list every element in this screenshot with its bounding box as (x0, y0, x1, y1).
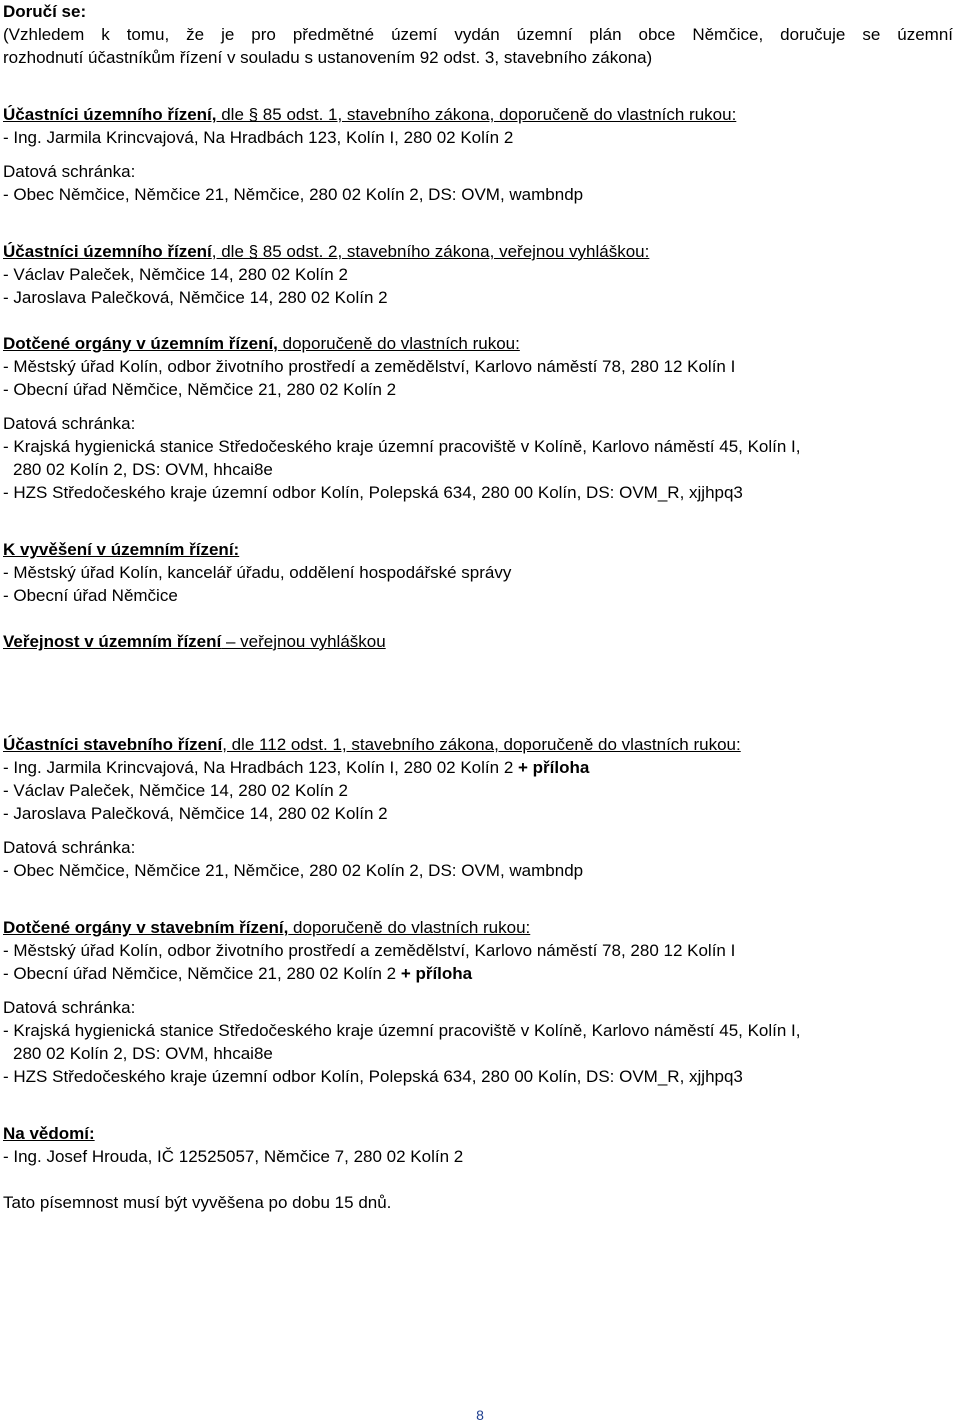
list-item: - Ing. Josef Hrouda, IČ 12525057, Němčice 7, 280 02 Kolín 2 (3, 1147, 464, 1166)
databox-label: Datová schránka: (3, 414, 136, 433)
page-number: 8 (476, 1407, 484, 1423)
section-3-heading-rest: doporučeně do vlastních rukou: (277, 334, 520, 353)
list-item: - Městský úřad Kolín, odbor životního prostředí a zemědělství, Karlovo náměstí 78, 280 12 Kolín I (3, 941, 736, 960)
list-item: - Městský úřad Kolín, odbor životního prostředí a zemědělství, Karlovo náměstí 78, 280 12 Kolín I (3, 357, 736, 376)
list-item: - Krajská hygienická stanice Středočeského kraje územní pracoviště v Kolíně, Karlovo náměstí 45, Kolín I, (3, 1021, 801, 1040)
section-7-heading (3, 916, 953, 939)
list-item: - Obec Němčice, Němčice 21, Němčice, 280 02 Kolín 2, DS: OVM, wambndp (3, 185, 584, 204)
section-6-heading-rest: , dle 112 odst. 1, stavebního zákona, doporučeně do vlastních rukou: (222, 735, 741, 754)
document-page (3, 0, 953, 1214)
section-5-heading-rest: – veřejnou vyhláškou (221, 632, 386, 651)
list-item: - HZS Středočeského kraje územní odbor Kolín, Polepská 634, 280 00 Kolín, DS: OVM_R, xjjhpq3 (3, 483, 743, 502)
section-1-heading-rest: dle § 85 odst. 1, stavebního zákona, doporučeně do vlastních rukou: (216, 105, 737, 124)
section-5-heading-bold: Veřejnost v územním řízení (3, 632, 222, 651)
databox-label: Datová schránka: (3, 838, 136, 857)
list-item: - Obec Němčice, Němčice 21, Němčice, 280 02 Kolín 2, DS: OVM, wambndp (3, 861, 584, 880)
section-2-heading-bold: Účastníci územního řízení (3, 242, 212, 261)
doc-heading: Doručí se: (3, 2, 87, 21)
section-6-heading-bold: Účastníci stavebního řízení (3, 735, 223, 754)
attachment-note: + příloha (513, 758, 590, 777)
list-item: - Městský úřad Kolín, kancelář úřadu, oddělení hospodářské správy (3, 563, 512, 582)
list-item: - Krajská hygienická stanice Středočeského kraje územní pracoviště v Kolíně, Karlovo náměstí 45, Kolín I, (3, 437, 801, 456)
intro-line-2: rozhodnutí účastníkům řízení v souladu s ustanovením 92 odst. 3, stavebního zákona) (3, 48, 653, 67)
list-item: - Václav Paleček, Němčice 14, 280 02 Kolín 2 (3, 781, 348, 800)
section-8-heading: Na vědomí: (3, 1124, 95, 1143)
section-7-heading-bold: Dotčené orgány v stavebním řízení, (3, 918, 289, 937)
section-4-heading: K vyvěšení v územním řízení: (3, 540, 240, 559)
intro-line-1: (Vzhledem k tomu, že je pro předmětné území vydán územní plán obce Němčice, doručuje se územní (3, 25, 953, 44)
list-item-text: - Ing. Jarmila Krincvajová, Na Hradbách 123, Kolín I, 280 02 Kolín 2 (3, 758, 514, 777)
list-item (3, 962, 953, 985)
list-item: - HZS Středočeského kraje územní odbor Kolín, Polepská 634, 280 00 Kolín, DS: OVM_R, xjjhpq3 (3, 1067, 743, 1086)
list-item: - Obecní úřad Němčice, Němčice 21, 280 02 Kolín 2 (3, 380, 397, 399)
list-item-continuation: 280 02 Kolín 2, DS: OVM, hhcai8e (13, 1044, 273, 1063)
list-item-text: - Obecní úřad Němčice, Němčice 21, 280 02 Kolín 2 (3, 964, 401, 983)
list-item: - Ing. Jarmila Krincvajová, Na Hradbách 123, Kolín I, 280 02 Kolín 2 (3, 128, 514, 147)
section-5-heading (3, 630, 953, 653)
databox-label: Datová schránka: (3, 998, 136, 1017)
list-item: - Jaroslava Palečková, Němčice 14, 280 02 Kolín 2 (3, 288, 388, 307)
section-6-heading (3, 733, 953, 756)
attachment-note: + příloha (400, 964, 473, 983)
section-3-heading (3, 332, 953, 355)
list-item-continuation: 280 02 Kolín 2, DS: OVM, hhcai8e (13, 460, 273, 479)
list-item: - Obecní úřad Němčice (3, 586, 178, 605)
posting-note: Tato písemnost musí být vyvěšena po dobu 15 dnů. (3, 1193, 392, 1212)
databox-label: Datová schránka: (3, 162, 136, 181)
section-7-heading-rest: doporučeně do vlastních rukou: (288, 918, 531, 937)
list-item (3, 756, 953, 779)
section-1-heading-bold: Účastníci územního řízení, (3, 105, 217, 124)
list-item: - Jaroslava Palečková, Němčice 14, 280 02 Kolín 2 (3, 804, 388, 823)
section-3-heading-bold: Dotčené orgány v územním řízení, (3, 334, 278, 353)
section-2-heading (3, 240, 953, 263)
section-2-heading-rest: , dle § 85 odst. 2, stavebního zákona, veřejnou vyhláškou: (211, 242, 650, 261)
list-item: - Václav Paleček, Němčice 14, 280 02 Kolín 2 (3, 265, 348, 284)
section-1-heading (3, 103, 953, 126)
